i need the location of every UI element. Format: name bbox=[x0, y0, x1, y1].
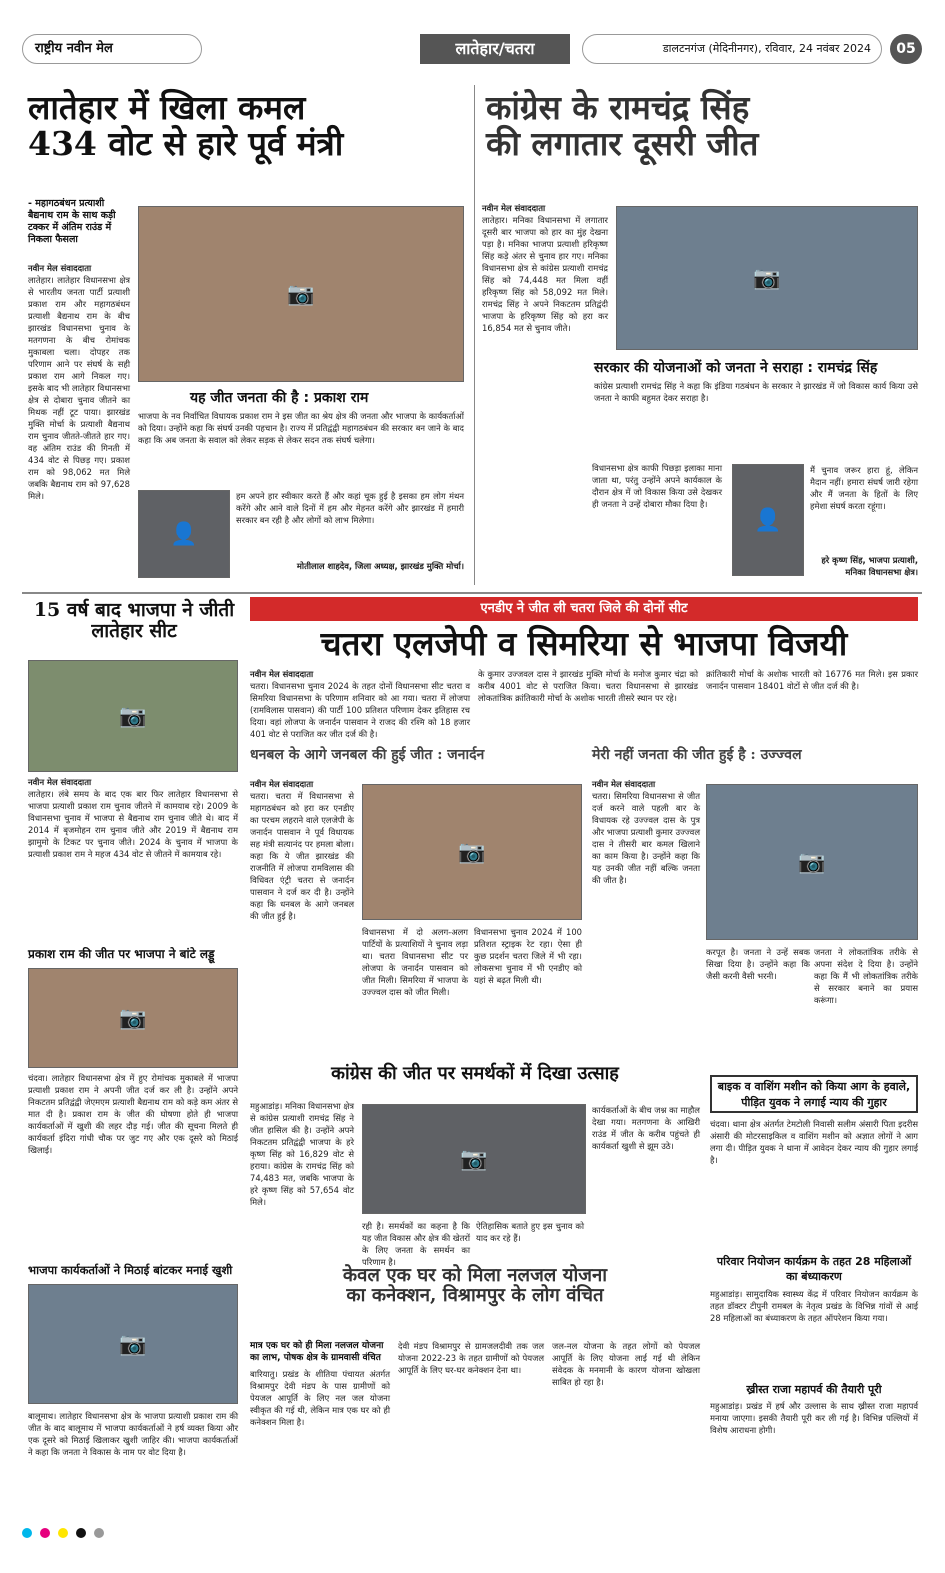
yellow-swatch bbox=[58, 1528, 68, 1538]
latehar-bjp-byline: नवीन मेल संवाददाता bbox=[28, 777, 92, 787]
quote-portrait-right bbox=[732, 464, 804, 576]
parivar-body: महुआडांड़। सामुदायिक स्वास्थ्य केंद्र में परिवार नियोजन कार्यक्रम के तहत डॉक्टर टीपुनी रामबल के नेतृत्व प्रखंड के विभिन्न गांवों से आई 28 महिलाओं का बंध्याकरण के तहत ऑपरेशन किया गया। bbox=[710, 1289, 918, 1323]
gray-swatch bbox=[94, 1528, 104, 1538]
black-swatch bbox=[76, 1528, 86, 1538]
left-headline-line2: 434 वोट से हारे पूर्व मंत्री bbox=[28, 123, 344, 163]
dateline: डालटनगंज (मेदिनीनगर), रविवार, 24 नवंबर 2024 bbox=[582, 34, 882, 64]
left-story-photo bbox=[138, 206, 464, 382]
chatra-banner: एनडीए ने जीत ली चतरा जिले की दोनों सीट bbox=[250, 597, 918, 621]
left-story-body bbox=[28, 262, 130, 584]
ujjwal-body bbox=[592, 778, 700, 1050]
ujjwal-body2: करपूत है। जनता ने उन्हें सबक सिखा दिया है। उन्होंने कहा कि जैसी करनी वैसी भरनी। bbox=[706, 947, 810, 981]
chatra-headline: चतरा एलजेपी व सिमरिया से भाजपा विजयी bbox=[320, 624, 848, 663]
naljal-headline bbox=[250, 1266, 700, 1306]
right-headline-line1: कांग्रेस के रामचंद्र सिंह bbox=[486, 88, 750, 127]
janardan-text: चतरा। चतरा में विधानसभा से महागठबंधन को हरा कर एनडीए का परचम लहराने वाले एलजेपी के जनार्दन पासवान ने पूर्व विधायक सह मंत्री सत्यानंद पर हमला बोला। कहा कि ये जीत झारखंड की राजनीति में लोजपा रामविलास की विधिवत एंट्री चतरा से जनार्दन पासवान ने दर्ज कर दी है। उन्होंने कहा कि धनबल के आगे जनबल की जीत हुई है। bbox=[250, 791, 354, 921]
camera-icon: 📷 bbox=[119, 703, 147, 729]
quote-portrait bbox=[138, 490, 230, 578]
cyan-swatch bbox=[22, 1528, 32, 1538]
naljal-headline-line2: का कनेक्शन, विश्रामपुर के लोग वंचित bbox=[346, 1284, 604, 1306]
janardan-headline: धनबल के आगे जनबल की हुई जीत : जनार्दन bbox=[250, 747, 485, 763]
camera-icon: 📷 bbox=[287, 281, 315, 307]
left-quote-attribution: मोतीलाल शाहदेव, जिला अध्यक्ष, झारखंड मुक्ति मोर्चा। bbox=[296, 561, 464, 571]
janardan-byline: नवीन मेल संवाददाता bbox=[250, 779, 314, 789]
camera-icon: 📷 bbox=[119, 1005, 147, 1031]
laddu-headline: प्रकाश राम की जीत पर भाजपा ने बांटे लड्डू bbox=[28, 947, 215, 961]
janardan-body3: विधानसभा चुनाव 2024 में 100 प्रतिशत स्ट्राइक रेट रहा। ऐसा ही कुछ प्रदर्शन चतरा जिले में भी रहा। लोकसभा चुनाव में भी एनडीए को यहां से बढ़त मिली थी। bbox=[474, 927, 582, 985]
sweets-photo bbox=[28, 1284, 238, 1404]
person-icon: 👤 bbox=[754, 507, 782, 533]
ujjwal-photo bbox=[706, 784, 918, 940]
camera-icon: 📷 bbox=[460, 1146, 488, 1172]
janardan-body2: विधानसभा में दो अलग-अलग पार्टियों के प्रत्याशियों ने चुनाव लड़ा था। चतरा विधानसभा सीट पर लोजपा के जनार्दन पासवान को जीत मिली। सिमरिया में भाजपा के उज्ज्वल दास को जीत मिली। bbox=[362, 927, 468, 997]
congress-headline: कांग्रेस की जीत पर समर्थकों में दिखा उत्साह bbox=[331, 1063, 619, 1084]
latehar-bjp-headline: 15 वर्ष बाद भाजपा ने जीती लातेहार सीट bbox=[33, 599, 235, 642]
congress-photo bbox=[362, 1104, 586, 1214]
right-quote: मैं चुनाव जरूर हारा हूं, लेकिन मैदान नहीं। हमारा संघर्ष जारी रहेगा और मैं जनता के हितों के लिए हमेशा संघर्ष करता रहूंगा। bbox=[810, 465, 918, 511]
bike-fire-body: चंदवा। थाना क्षेत्र अंतर्गत टेमटोली निवासी सलीम अंसारी पिता इदरीस अंसारी की मोटरसाइकिल व वाशिंग मशीन को अज्ञात लोगों ने आग लगा दी। पीड़ित युवक ने थाना में आवेदन देकर न्याय की गुहार लगाई है। bbox=[710, 1119, 918, 1165]
camera-icon: 📷 bbox=[753, 265, 781, 291]
bike-fire-headline: बाइक व वाशिंग मशीन को किया आग के हवाले, पीड़ित युवक ने लगाई न्याय की गुहार bbox=[710, 1075, 918, 1113]
laddu-body: चंदवा। लातेहार विधानसभा क्षेत्र में हुए रोमांचक मुकाबले में भाजपा प्रत्याशी प्रकाश राम ने अपनी जीत दर्ज कर ली है। उन्होंने अपने निकटतम प्रतिद्वंद्वी जेएमएम प्रत्याशी बैद्यनाथ राम को कड़े कम अंतर से मात दी है। प्रकाश राम के जीत की घोषणा होते ही भाजपा कार्यकर्ताओं में खुशी की लहर दौड़ गई। जीत की सूचना मिलते ही कार्यकर्ता इंदिरा गांधी चौक पर जुट गए और एक दूसरे को मिठाई खिलाई। bbox=[28, 1073, 238, 1155]
chatra-body bbox=[250, 668, 470, 739]
naljal-body: बारियातु। प्रखंड के शीतिया पंचायत अंतर्गत विश्रामपुर देवी मंडप के पास ग्रामीणों को पेयजल आपूर्ति के लिए नल जल योजना स्वीकृत की गई थी, लेकिन मात्र एक घर को ही कनेक्शन मिला है। bbox=[250, 1369, 390, 1427]
left-caption-body: भाजपा के नव निर्वाचित विधायक प्रकाश राम ने इस जीत का श्रेय क्षेत्र की जनता और भाजपा के कार्यकर्ताओं को दिया। उन्होंने कहा कि संघर्ष उनकी पहचान है। राज्य में प्रतिद्वंद्वी महागठबंधन की सरकार बन जाने के बाद कहा कि अब जनता के सवाल को लेकर सड़क से लेकर सदन तक संघर्ष चलेगा। bbox=[138, 411, 464, 445]
janardan-photo bbox=[362, 784, 582, 920]
congress-body3: ऐतिहासिक बताते हुए इस चुनाव को याद कर रहे हैं। bbox=[476, 1221, 584, 1243]
right-headline bbox=[486, 90, 926, 161]
left-headline-line1: लातेहार में खिला कमल bbox=[28, 88, 306, 127]
camera-icon: 📷 bbox=[798, 849, 826, 875]
parivar-headline: परिवार नियोजन कार्यक्रम के तहत 28 महिलाओं का बंध्याकरण bbox=[716, 1255, 912, 1283]
naljal-deck: मात्र एक घर को ही मिला नलजल योजना का लाभ, पोषक क्षेत्र के ग्रामवासी वंचित bbox=[250, 1341, 384, 1363]
latehar-bjp-photo bbox=[28, 660, 238, 772]
right-story-photo bbox=[616, 206, 918, 350]
page-number: 05 bbox=[890, 34, 922, 64]
ujjwal-headline: मेरी नहीं जनता की जीत हुई है : उज्ज्वल bbox=[592, 747, 802, 763]
right-caption-body: कांग्रेस प्रत्याशी रामचंद्र सिंह ने कहा कि इंडिया गठबंधन के सरकार ने झारखंड में जो विकास कार्य किया उसे जनता ने काफी बहुमत देकर सराहा है। bbox=[594, 381, 918, 403]
section-rule bbox=[22, 592, 922, 594]
page-header bbox=[22, 34, 922, 64]
right-story-body bbox=[482, 202, 608, 584]
khristraja-headline: ख्रीस्त राजा महापर्व की तैयारी पूरी bbox=[746, 1383, 882, 1396]
left-headline bbox=[28, 90, 468, 161]
chatra-text: चतरा। विधानसभा चुनाव 2024 के तहत दोनों विधानसभा सीट चतरा व सिमरिया विधानसभा के परिणाम शनिवार को आ गया। चतरा में लोजपा (रामविलास पासवान) की पार्टी 100 प्रतिशत परिणाम देकर इतिहास रच दिया। वहां लोजपा के जनार्दन पासवान ने राजद की रश्मि को 18 हजार 401 वोट से पराजित कर जीत दर्ज की है। bbox=[250, 681, 470, 739]
left-story-byline: नवीन मेल संवाददाता bbox=[28, 263, 92, 273]
congress-body4: कार्यकर्ताओं के बीच जश्न का माहौल देखा गया। मतगणना के आखिरी राउंड में जीत के करीब पहुंचते ही कार्यकर्ता खुशी से झूम उठे। bbox=[592, 1105, 700, 1151]
latehar-bjp-text: लातेहार। लंबे समय के बाद एक बार फिर लातेहार विधानसभा से भाजपा प्रत्याशी प्रकाश राम चुनाव जीतने में कामयाब रहे। 2009 के विधानसभा चुनाव में भाजपा से बैद्यनाथ राम चुनाव जीते थे। बाद में 2014 में बृजमोहन राम चुनाव जीते और 2019 में बैद्यनाथ राम झामुमो के टिकट पर चुनाव जीते। 2024 के चुनाव में भाजपा के प्रत्याशी प्रकाश राम ने महज 434 वोट से जीतने में कामयाब रहे। bbox=[28, 789, 238, 859]
sweets-body: बालूमाथ। लातेहार विधानसभा क्षेत्र के भाजपा प्रत्याशी प्रकाश राम की जीत के बाद बालूमाथ में भाजपा कार्यकर्ताओं ने हर्ष व्यक्त किया और एक दूसरे को मिठाई खिलाकर खुशी जाहिर की। भाजपा कार्यकर्ताओं ने कहा कि जनता ने विकास के नाम पर वोट दिया है। bbox=[28, 1411, 238, 1457]
chatra-body-far: क्रांतिकारी मोर्चा के अशोक भारती को 16776 मत मिले। इस प्रकार जनार्दन पासवान 18401 वोटों से जीत दर्ज की है। bbox=[706, 669, 918, 691]
ujjwal-text: चतरा। सिमरिया विधानसभा से जीत दर्ज करने वाले पहली बार के विधायक रहे उज्ज्वल दास के पुत्र और भाजपा प्रत्याशी कुमार उज्ज्वल दास ने तीसरी बार कमल खिलाने का काम किया है। उन्होंने कहा कि यह उनकी जीत नहीं बल्कि जनता की जीत है। bbox=[592, 791, 700, 885]
khristraja-body: महुआडांड़। प्रखंड में हर्ष और उल्लास के साथ ख्रीस्त राजा महापर्व मनाया जाएगा। इसकी तैयारी पूरी कर ली गई है। विभिन्न पल्लियों में विशेष आराधना होगी। bbox=[710, 1401, 918, 1435]
ujjwal-byline: नवीन मेल संवाददाता bbox=[592, 779, 656, 789]
laddu-photo bbox=[28, 968, 238, 1068]
chatra-byline: नवीन मेल संवाददाता bbox=[250, 669, 314, 679]
chatra-body-right: के कुमार उज्जवल दास ने झारखंड मुक्ति मोर्चा के मनोज कुमार चंद्रा को करीब 4001 वोट से पराजित किया। चतरा विधानसभा से झारखंड लोकतांत्रिक क्रांतिकारी मोर्चा के अशोक भारती तीसरे स्थान पर रहे। bbox=[478, 669, 698, 703]
color-registration-bar bbox=[22, 1528, 922, 1538]
left-story-deck: - महागठबंधन प्रत्याशी बैद्यनाथ राम के साथ कड़ी टक्कर में अंतिम राउंड में निकला फैसला bbox=[28, 198, 116, 245]
left-story-text: लातेहार। लातेहार विधानसभा क्षेत्र से भारतीय जनता पार्टी प्रत्याशी प्रकाश राम और महागठबंधन प्रत्याशी बैद्यनाथ राम के बीच झारखंड विधानसभा चुनाव के मतगणना के बीच रोमांचक मुकाबला चला। दोपहर तक परिणाम आने पर संघर्ष के सही प्रकाश राम आगे निकल गए। इसके बाद भी लातेहार विधानसभा क्षेत्र से दोबारा चुनाव जीतने का मिथक नहीं टूट पाया। झारखंड मुक्ति मोर्चा के प्रत्याशी बैद्यनाथ राम चुनाव जीतते-जीतते हार गए। वह अंतिम राउंड की गिनती में 434 वोट से पिछड़ गए। प्रकाश राम को 98,062 मत मिले जबकि बैद्यनाथ राम को 97,628 मिले। bbox=[28, 275, 130, 501]
ujjwal-body3: जनता ने लोकतांत्रिक तरीके से अपना संदेश दे दिया है। उन्होंने कहा कि मैं भी लोकतांत्रिक तरीके से सरकार बनाने का प्रयास करूंगा। bbox=[814, 947, 918, 1005]
left-photo-caption: यह जीत जनता की है : प्रकाश राम bbox=[190, 390, 369, 406]
camera-icon: 📷 bbox=[458, 839, 486, 865]
right-photo-caption: सरकार की योजनाओं को जनता ने सराहा : रामचंद्र सिंह bbox=[594, 360, 878, 376]
sweets-headline: भाजपा कार्यकर्ताओं ने मिठाई बांटकर मनाई खुशी bbox=[28, 1263, 233, 1277]
masthead: राष्ट्रीय नवीन मेल bbox=[22, 34, 202, 64]
section-title: लातेहार/चतरा bbox=[420, 34, 570, 64]
left-quote: हम अपने हार स्वीकार करते हैं और कहां चूक हुई है इसका हम लोग मंथन करेंगे और आने वाले दिनों में हम और मेहनत करेंगे और झारखंड में हमारी सरकार बन रही है और लोगों को लाभ मिलेगा। bbox=[236, 491, 464, 525]
right-story-body2: विधानसभा क्षेत्र काफी पिछड़ा इलाका माना जाता था, परंतु उन्होंने अपने कार्यकाल के दौरान क्षेत्र में जो विकास किया उसे देखकर ही जनता ने उन्हें दोबारा मौका दिया है। bbox=[592, 463, 722, 509]
camera-icon: 📷 bbox=[119, 1331, 147, 1357]
right-quote-attribution: हरे कृष्ण सिंह, भाजपा प्रत्याशी, मनिका विधानसभा क्षेत्र। bbox=[821, 555, 918, 577]
column-divider bbox=[474, 85, 475, 585]
right-story-byline: नवीन मेल संवाददाता bbox=[482, 203, 546, 213]
latehar-bjp-body bbox=[28, 776, 238, 938]
congress-body: महुआडांड़। मनिका विधानसभा क्षेत्र से कांग्रेस प्रत्याशी रामचंद्र सिंह ने जीत हासिल की है। उन्होंने अपने निकटतम प्रतिद्वंद्वी भाजपा के हरे कृष्ण सिंह को 16,829 वोट से हराया। कांग्रेस के रामचंद्र सिंह को 74,483 मत, जबकि भाजपा के हरे कृष्ण सिंह को 57,654 वोट मिले। bbox=[250, 1101, 354, 1207]
congress-body2: रही है। समर्थकों का कहना है कि यह जीत विकास और क्षेत्र की खेतरों के लिए जनता के समर्थन का परिणाम है। bbox=[362, 1221, 470, 1267]
right-headline-line2: की लगातार दूसरी जीत bbox=[486, 123, 759, 163]
person-icon: 👤 bbox=[170, 521, 198, 547]
magenta-swatch bbox=[40, 1528, 50, 1538]
naljal-headline-line1: केवल एक घर को मिला नलजल योजना bbox=[342, 1265, 608, 1286]
right-story-text: लातेहार। मनिका विधानसभा में लगातार दूसरी बार भाजपा को हार का मुंह देखना पड़ा है। मनिका भाजपा प्रत्याशी हरिकृष्ण सिंह कड़े अंतर से चुनाव हार गए। मनिका विधानसभा क्षेत्र से कांग्रेस प्रत्याशी रामचंद्र सिंह को 74,448 मत मिला वहीं हरिकृष्ण सिंह को 58,092 मत मिले। रामचंद्र सिंह ने अपने निकटतम प्रतिद्वंदी भाजपा के हरिकृष्ण सिंह को हरा कर 16,854 मत से चुनाव जीते। bbox=[482, 215, 608, 333]
naljal-body2: देवी मंडप विश्रामपुर से ग्रामजलदीवी तक जल योजना 2022-23 के तहत ग्रामीणों को पेयजल आपूर्ति के लिए घर-घर कनेक्शन देना था। bbox=[398, 1341, 544, 1375]
naljal-body3: जल-नल योजना के तहत लोगों को पेयजल आपूर्ति के लिए योजना लाई गई थी लेकिन संवेदक के मनमानी के कारण योजना खोखला साबित हो रहा है। bbox=[552, 1341, 700, 1387]
janardan-body bbox=[250, 778, 354, 1050]
